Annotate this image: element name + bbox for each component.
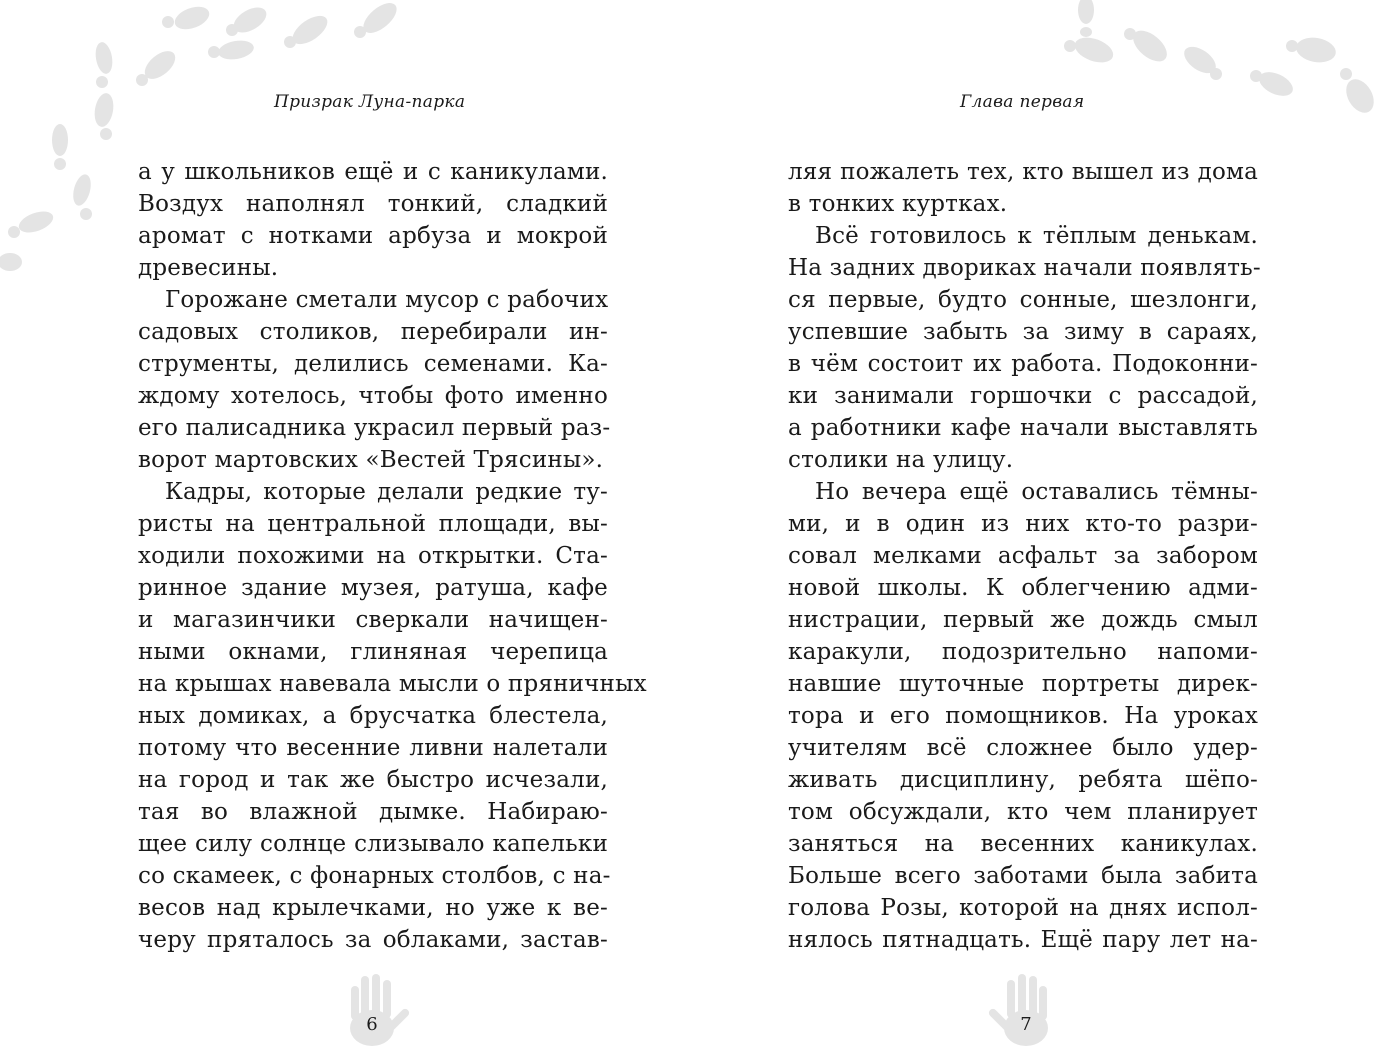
text-line: новой школы. К облегчению адми- [788,575,1258,601]
text-line: на крышах навевала мысли о пряничных [138,671,647,697]
text-line: со скамеек, с фонарных столбов, с на- [138,863,611,889]
right-page [692,0,1384,1048]
text-line: голова Розы, которой на днях испол- [788,895,1258,921]
text-line: На задних двориках начали появлять- [788,255,1261,281]
text-line: струменты, делились семенами. Ка- [138,351,608,377]
text-line: ными окнами, глиняная черепица [138,639,608,665]
text-line: ляя пожалеть тех, кто вышел из дома [788,159,1258,185]
text-line: Горожане сметали мусор с рабочих [165,287,609,313]
handprint-icon [986,970,1066,1048]
text-line: а у школьников ещё и с каникулами. [138,159,608,185]
page-number-left: 6 [366,1014,378,1035]
text-line: нистрации, первый же дождь смыл [788,607,1258,633]
text-line: навшие шуточные портреты дирек- [788,671,1258,697]
text-line: весов над крылечками, но уже к ве- [138,895,608,921]
text-line: том обсуждали, кто чем планирует [788,799,1258,825]
handprint-icon [332,970,412,1048]
text-line: столики на улицу. [788,447,1014,473]
text-line: каракули, подозрительно напоми- [788,639,1258,665]
text-line: ных домиках, а брусчатка блестела, [138,703,608,729]
left-page-text [138,156,647,956]
text-line: Больше всего заботами была забита [788,863,1258,889]
running-head-right: Глава первая [960,92,1085,112]
text-line: ходили похожими на открытки. Ста- [138,543,608,569]
text-line: тора и его помощников. На уроках [788,703,1258,729]
text-line: садовых столиков, перебирали ин- [138,319,608,345]
text-line: живать дисциплину, ребята шёпо- [788,767,1258,793]
text-line: аромат с нотками арбуза и мокрой [138,223,608,249]
text-line: учителям всё сложнее было удер- [788,735,1258,761]
text-line: Всё готовилось к тёплым денькам. [815,223,1258,249]
text-line: его палисадника украсил первый раз- [138,415,611,441]
text-line: на город и так же быстро исчезали, [138,767,608,793]
text-line: ся первые, будто сонные, шезлонги, [788,287,1258,313]
text-line: Но вечера ещё оставались тёмны- [815,479,1258,505]
text-line: нялось пятнадцать. Ещё пару лет на- [788,927,1258,953]
text-line: ворот мартовских «Вестей Трясины». [138,447,604,473]
text-line: щее силу солнце слизывало капельки [138,831,608,857]
text-line: ми, и в один из них кто-то разри- [788,511,1258,537]
running-head-left: Призрак Луна-парка [274,92,466,112]
text-line: и магазинчики сверкали начищен- [138,607,608,633]
text-line: в чём состоит их работа. Подоконни- [788,351,1258,377]
text-line: заняться на весенних каникулах. [788,831,1258,857]
text-line: черу пряталось за облаками, застав- [138,927,608,953]
text-line: древесины. [138,255,279,281]
text-line: успевшие забыть за зиму в сараях, [788,319,1258,345]
right-page-text [788,156,1261,956]
text-line: совал мелками асфальт за забором [788,543,1258,569]
text-line: ринное здание музея, ратуша, кафе [138,575,608,601]
text-line: в тонких куртках. [788,191,1008,217]
left-page-footer [332,970,412,1048]
right-page-footer [986,970,1066,1048]
text-line: тая во влажной дымке. Набираю- [138,799,608,825]
text-line: ки занимали горшочки с рассадой, [788,383,1258,409]
text-line: ристы на центральной площади, вы- [138,511,608,537]
text-line: а работники кафе начали выставлять [788,415,1258,441]
text-line: потому что весенние ливни налетали [138,735,608,761]
text-line: ждому хотелось, чтобы фото именно [138,383,608,409]
text-line: Воздух наполнял тонкий, сладкий [138,191,608,217]
page-number-right: 7 [1020,1014,1032,1035]
text-line: Кадры, которые делали редкие ту- [165,479,608,505]
